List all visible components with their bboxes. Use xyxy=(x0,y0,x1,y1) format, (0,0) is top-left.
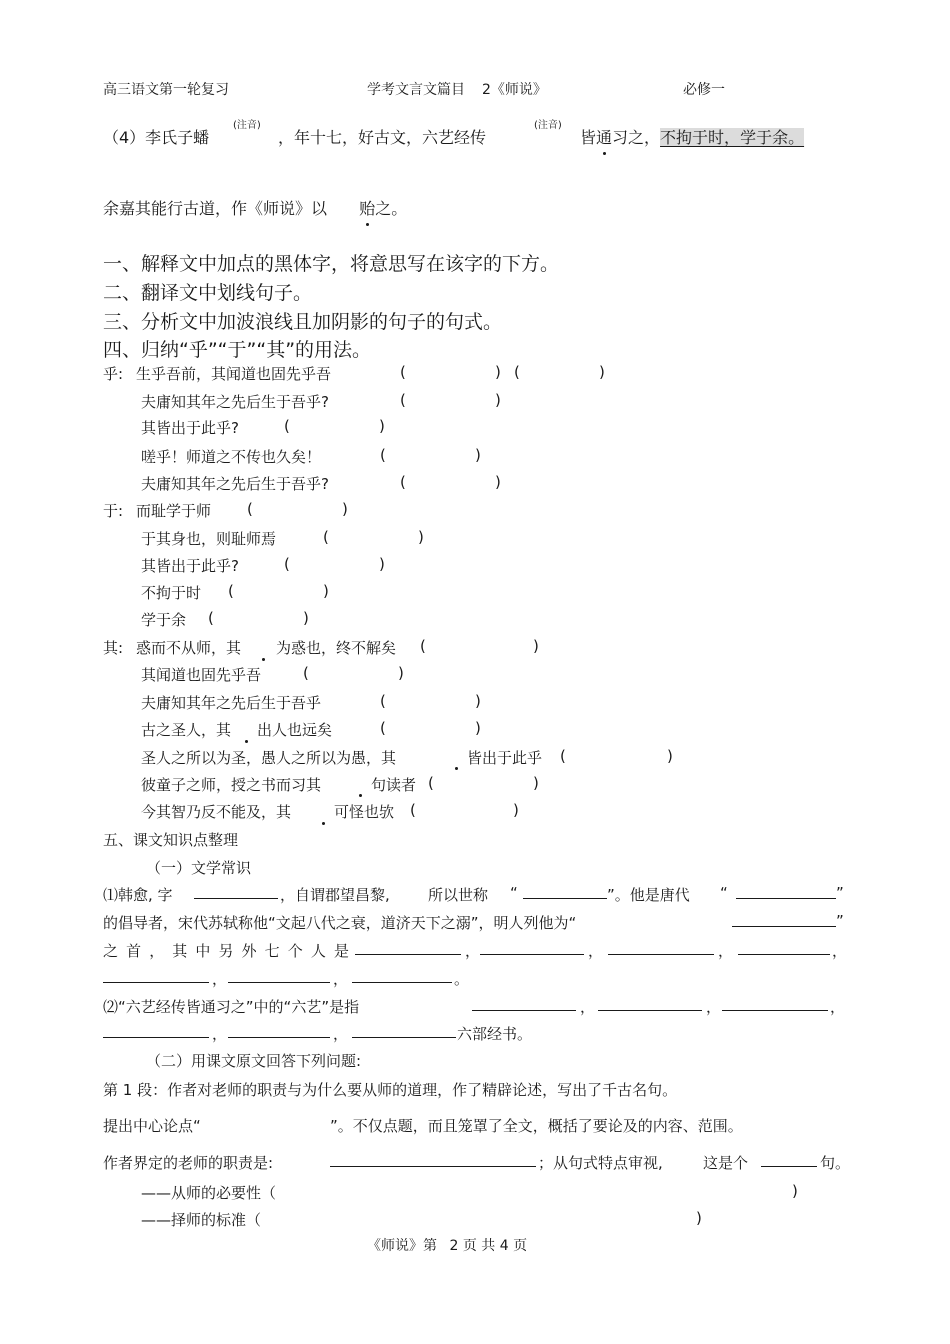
spaced-char: ， xyxy=(149,942,165,960)
comma: ， xyxy=(212,970,228,988)
blank-dot xyxy=(455,767,458,770)
answer-paren-close: ) xyxy=(379,417,385,435)
yu-item-2: 于其身也，则耻师焉 xyxy=(141,530,277,548)
comma: ， xyxy=(718,942,734,960)
task-4: 四、归纳“乎”“于”“其”的用法。 xyxy=(103,339,372,361)
spaced-char: 人 xyxy=(310,942,326,960)
answer-paren-close: ) xyxy=(303,609,309,627)
qi-item-4b: 出人也远矣 xyxy=(257,721,333,739)
spaced-char: 外 xyxy=(241,942,257,960)
qi-item-4a: 古之圣人，其 xyxy=(141,721,232,739)
header-course: 高三语文第一轮复习 xyxy=(103,82,229,98)
footer-total-pages: 4 xyxy=(499,1238,509,1254)
blank-courtesy-name xyxy=(194,884,278,903)
blank-master-3 xyxy=(608,940,714,959)
passage-xizhi: 习之， xyxy=(612,128,661,147)
comma: ， xyxy=(588,942,604,960)
blank-dot xyxy=(322,822,325,825)
standard-prompt: ——择师的标准（ xyxy=(141,1211,262,1229)
answer-paren-close: ) xyxy=(667,747,673,765)
answer-paren-close: ) xyxy=(792,1182,798,1200)
spaced-char: 中 xyxy=(195,942,211,960)
qi-item-5a: 圣人之所以为圣，愚人之所以为愚，其 xyxy=(141,749,397,767)
blank-dot xyxy=(245,740,248,743)
passage-line2-start: 余嘉其能行古道，作《师说》以 xyxy=(103,199,328,218)
q1-line2-close-quote: ” xyxy=(836,912,844,930)
answer-paren-open: ( xyxy=(284,555,290,573)
answer-paren-close: ) xyxy=(495,473,501,491)
answer-paren-open: ( xyxy=(380,692,386,710)
qi-item-6b: 句读者 xyxy=(371,776,417,794)
passage-line1-middle: ，年十七，好古文，六艺经传 xyxy=(278,128,487,147)
subsection-literature: （一）文学常识 xyxy=(146,859,252,877)
footer-ye-end: 页 xyxy=(513,1238,528,1254)
footer-gong: 共 xyxy=(481,1238,496,1254)
shaded-sentence-xueyuyu: 学于余。 xyxy=(740,128,805,147)
q1-line1-a: ⑴韩愈, 字 xyxy=(103,886,173,904)
spaced-char: 其 xyxy=(172,942,188,960)
answer-paren-open: ( xyxy=(400,363,406,381)
answer-paren-close: ) xyxy=(533,774,539,792)
answer-paren-open: ( xyxy=(380,719,386,737)
dotted-char-yi: 贻 xyxy=(359,196,375,219)
passage-line2 xyxy=(103,196,407,219)
task-2: 二、翻译文中划线句子。 xyxy=(103,282,313,304)
answer-paren-open: ( xyxy=(560,747,566,765)
qi-item-2: 其闻道也固先乎吾 xyxy=(141,666,262,684)
answer-paren-close: ) xyxy=(475,719,481,737)
qi-item-7a: 今其智乃反不能及，其 xyxy=(141,803,292,821)
yu-item-5: 学于余 xyxy=(141,611,187,629)
hu-item-1: 生乎吾前，其闻道也固先乎吾 xyxy=(136,365,332,383)
comma: ， xyxy=(212,1025,228,1043)
blank-title xyxy=(523,884,607,903)
answer-paren-close: ) xyxy=(533,637,539,655)
spaced-char: 另 xyxy=(218,942,234,960)
blank-art-1 xyxy=(472,996,576,1015)
spaced-char: 之 xyxy=(103,942,119,960)
header-lesson: 2《师说》 xyxy=(482,82,547,98)
qi-item-5b: 皆出于此乎 xyxy=(467,749,543,767)
footer-page-number: 2 xyxy=(449,1238,459,1254)
answer-paren-open: ( xyxy=(400,473,406,491)
period: 。 xyxy=(454,970,470,988)
answer-paren-close: ) xyxy=(696,1209,702,1227)
blank-movement xyxy=(736,884,836,903)
passage-jie: 皆 xyxy=(580,128,597,147)
passage-line1-end xyxy=(580,125,804,148)
blank-eight-masters xyxy=(732,912,836,931)
answer-paren-open: ( xyxy=(247,500,253,518)
answer-paren-open: ( xyxy=(228,582,234,600)
qi-item-7b: 可怪也欤 xyxy=(334,803,395,821)
answer-paren-close: ) xyxy=(513,801,519,819)
answer-paren-close: ) xyxy=(398,664,404,682)
q1-line1-c: 所以世称 xyxy=(428,886,489,904)
blank-master-2 xyxy=(480,940,584,959)
blank-art-4 xyxy=(103,1023,209,1042)
header-topic: 学考文言文篇目 xyxy=(367,82,465,98)
qi-item-3: 夫庸知其年之先后生于吾乎 xyxy=(141,694,322,712)
blank-sentence-type xyxy=(761,1152,817,1171)
yu-item-1: 而耻学于师 xyxy=(136,502,212,520)
spaced-char: 首 xyxy=(126,942,142,960)
blank-dot xyxy=(262,658,265,661)
q2-line2-end: 六部经书。 xyxy=(457,1025,533,1043)
answer-paren-open: ( xyxy=(303,664,309,682)
yu-label: 于: xyxy=(103,502,124,520)
q2-line1: ⑵“六艺经传皆通习之”中的“六艺”是指 xyxy=(103,998,360,1016)
blank-dot xyxy=(359,794,362,797)
sentence-pattern-prompt: ；从句式特点审视, xyxy=(538,1154,663,1172)
sentence-pattern-this-is: 这是个 xyxy=(703,1154,749,1172)
zhuyin-note-1: (注音) xyxy=(233,120,261,131)
answer-paren-close: ) xyxy=(475,446,481,464)
footer-page-info xyxy=(367,1235,527,1255)
q1-line1-b: ，自谓郡望昌黎, xyxy=(280,886,390,904)
blank-art-5 xyxy=(228,1023,330,1042)
passage-line1-start: （4）李氏子蟠 xyxy=(103,128,210,147)
task-1: 一、解释文中加点的黑体字，将意思写在该字的下方。 xyxy=(103,253,560,275)
q1-open-quote-1: “ xyxy=(510,884,518,902)
footer-ye: 页 xyxy=(462,1238,477,1254)
comma: ， xyxy=(465,942,481,960)
zhuyin-note-2: (注音) xyxy=(534,120,562,131)
spaced-char: 七 xyxy=(264,942,280,960)
q1-line2: 的倡导者，宋代苏轼称他“文起八代之衰，道济天下之溺”，明人列他为“ xyxy=(103,914,577,932)
answer-paren-close: ) xyxy=(418,528,424,546)
header-volume: 必修一 xyxy=(683,82,725,98)
necessity-prompt: ——从师的必要性（ xyxy=(141,1184,277,1202)
hu-label: 乎: xyxy=(103,365,124,383)
answer-paren-open: ( xyxy=(400,391,406,409)
qi-item-6a: 彼童子之师，授之书而习其 xyxy=(141,776,322,794)
qi-item-1a: 惑而不从师，其 xyxy=(136,639,242,657)
answer-paren-close: ) xyxy=(599,363,605,381)
answer-paren-open: ( xyxy=(514,363,520,381)
hu-item-2: 夫庸知其年之先后生于吾乎? xyxy=(141,393,329,411)
answer-paren-open: ( xyxy=(380,446,386,464)
answer-paren-close: ) xyxy=(342,500,348,518)
answer-paren-open: ( xyxy=(284,417,290,435)
subsection-questions: （二）用课文原文回答下列问题: xyxy=(146,1052,362,1070)
q1-line3-spaced xyxy=(103,940,349,961)
task-3: 三、分析文中加波浪线且加阴影的句子的句式。 xyxy=(103,311,503,333)
comma: ， xyxy=(333,1025,349,1043)
comma: ， xyxy=(333,970,349,988)
yu-item-4: 不拘于时 xyxy=(141,584,202,602)
hu-item-3: 其皆出于此乎? xyxy=(141,419,239,437)
qi-label: 其: xyxy=(103,639,124,657)
spaced-char: 个 xyxy=(287,942,303,960)
teacher-duty-prompt: 作者界定的老师的职责是: xyxy=(103,1154,274,1172)
thesis-prompt-start: 提出中心论点“ xyxy=(103,1117,201,1135)
blank-master-7 xyxy=(352,968,452,987)
hu-item-4: 嗟乎！师道之不传也久矣！ xyxy=(141,448,322,466)
qi-item-1b: 为惑也，终不解矣 xyxy=(276,639,397,657)
thesis-prompt-end: ”。不仅点题，而且笼罩了全文，概括了要论及的内容、范围。 xyxy=(330,1117,743,1135)
blank-art-3 xyxy=(722,996,828,1015)
passage-line2-end: 之。 xyxy=(375,199,408,218)
yu-item-3: 其皆出于此乎? xyxy=(141,557,239,575)
answer-paren-close: ) xyxy=(495,363,501,381)
answer-paren-open: ( xyxy=(428,774,434,792)
blank-master-6 xyxy=(228,968,330,987)
blank-teacher-duty xyxy=(330,1152,536,1171)
answer-paren-open: ( xyxy=(208,609,214,627)
shaded-sentence-bujuyushi: 不拘于时， xyxy=(660,128,741,147)
spaced-char: 是 xyxy=(333,942,349,960)
q1-line1-e: ”。他是唐代 xyxy=(607,886,690,904)
blank-art-2 xyxy=(598,996,702,1015)
blank-master-5 xyxy=(103,968,209,987)
answer-paren-close: ) xyxy=(475,692,481,710)
answer-paren-close: ) xyxy=(323,582,329,600)
footer-title: 《师说》第 xyxy=(367,1238,437,1254)
comma: ， xyxy=(832,942,848,960)
dotted-char-tong: 通 xyxy=(596,125,612,148)
blank-master-4 xyxy=(738,940,830,959)
blank-art-6 xyxy=(352,1023,456,1042)
comma: ， xyxy=(830,998,846,1016)
sentence-type-end: 句。 xyxy=(820,1154,851,1172)
section-five-title: 五、课文知识点整理 xyxy=(103,831,239,849)
answer-paren-close: ) xyxy=(379,555,385,573)
paragraph-one-note: 第 1 段：作者对老师的职责与为什么要从师的道理，作了精辟论述，写出了千古名句。 xyxy=(103,1081,678,1099)
comma: ， xyxy=(580,998,596,1016)
answer-paren-open: ( xyxy=(323,528,329,546)
answer-paren-open: ( xyxy=(410,801,416,819)
comma: ， xyxy=(706,998,722,1016)
q1-open-quote-2: “ xyxy=(720,884,728,902)
blank-master-1 xyxy=(355,940,461,959)
answer-paren-close: ) xyxy=(495,391,501,409)
q1-close-quote-2: ” xyxy=(836,884,844,902)
hu-item-5: 夫庸知其年之先后生于吾乎? xyxy=(141,475,329,493)
answer-paren-open: ( xyxy=(420,637,426,655)
